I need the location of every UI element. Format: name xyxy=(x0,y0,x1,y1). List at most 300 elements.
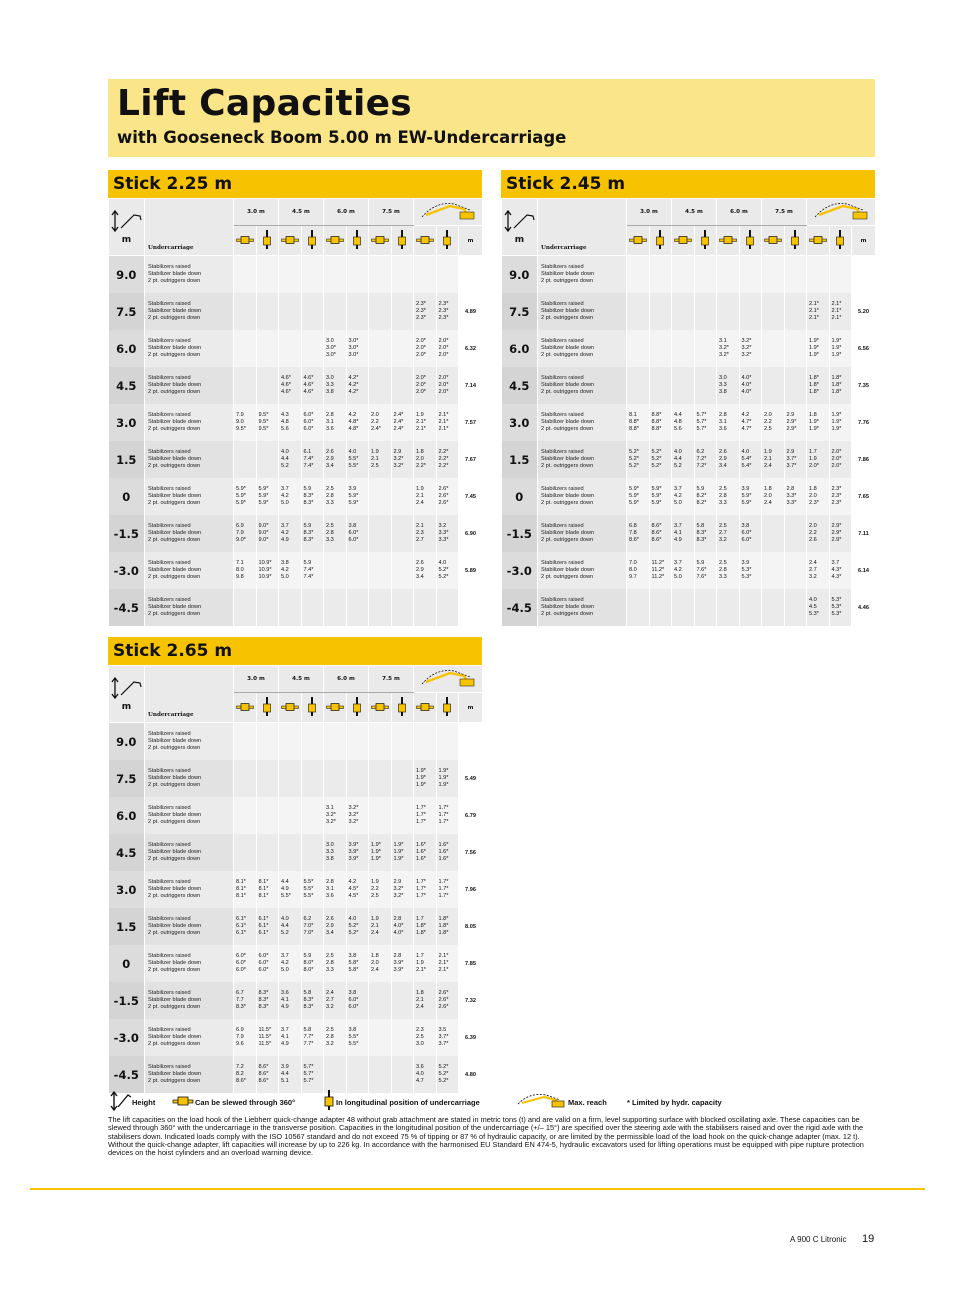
capacity-cell xyxy=(301,478,324,515)
capacity-value: 2.7 xyxy=(416,537,424,543)
capacity-cell xyxy=(762,330,785,367)
capacity-value: 2.8 xyxy=(786,486,795,492)
row-description: Stabilizers raised Stabilizer blade down 2 pt. outriggers down xyxy=(145,478,234,515)
table-row xyxy=(109,478,483,515)
row-description: Stabilizers raised Stabilizer blade down 2 pt. outriggers down xyxy=(145,552,234,589)
capacity-value: 9.0 xyxy=(236,419,244,425)
capacity-cell xyxy=(717,404,740,441)
radius-header: 4.5 m xyxy=(279,199,324,226)
capacity-value: 3.8 xyxy=(348,523,357,529)
capacity-value: 2.4* xyxy=(393,419,404,425)
capacity-value: 2.0* xyxy=(416,352,426,358)
capacity-cell xyxy=(672,293,695,330)
row-description: Stabilizers raised Stabilizer blade down 2 pt. outriggers down xyxy=(538,478,627,515)
legend-slew: Can be slewed through 360° xyxy=(195,1098,296,1107)
capacity-value: 8.1 xyxy=(629,412,637,418)
stick-table-2-45 xyxy=(501,170,875,626)
capacity-value: 5.2* xyxy=(651,449,662,455)
longitudinal-icon xyxy=(308,697,316,717)
capacity-value: 3.0 xyxy=(326,338,334,344)
capacity-value: 6.0* xyxy=(236,960,246,966)
slew-360-icon xyxy=(371,235,389,245)
capacity-cell xyxy=(649,293,672,330)
capacity-cell xyxy=(234,945,257,982)
capacity-value: 3.4 xyxy=(326,930,334,936)
capacity-value: 1.9* xyxy=(831,338,842,344)
table-row xyxy=(109,552,483,589)
row-description: Stabilizers raised Stabilizer blade down 2 pt. outriggers down xyxy=(538,589,627,626)
capacity-cell xyxy=(829,404,852,441)
max-reach-value: 6.79 xyxy=(459,797,483,834)
capacity-value: 3.1 xyxy=(719,419,727,425)
capacity-value: 2.0* xyxy=(438,345,449,351)
page-number: 19 xyxy=(862,1233,875,1245)
legend-longitudinal: In longitudinal position of undercarriage xyxy=(336,1098,480,1107)
capacity-cell xyxy=(414,441,437,478)
capacity-value: 1.9* xyxy=(371,849,381,855)
max-reach-icon xyxy=(813,199,869,223)
capacity-cell xyxy=(234,1019,257,1056)
table-row xyxy=(502,552,876,589)
capacity-cell xyxy=(807,589,830,626)
capacity-value: 3.6 xyxy=(416,1064,424,1070)
capacity-value: 2.0 xyxy=(371,412,379,418)
capacity-cell xyxy=(391,723,414,761)
capacity-cell xyxy=(627,330,650,367)
capacity-value: 3.9* xyxy=(348,856,359,862)
capacity-cell xyxy=(414,330,437,367)
capacity-value: 2.3* xyxy=(831,493,842,499)
row-height: 0 xyxy=(109,478,145,515)
capacity-cell xyxy=(627,404,650,441)
capacity-value: 4.0 xyxy=(809,597,817,603)
capacity-cell xyxy=(807,404,830,441)
capacity-value: 2.9 xyxy=(786,449,795,455)
capacity-value: 4.8* xyxy=(348,426,359,432)
capacity-cell xyxy=(807,367,830,404)
capacity-cell xyxy=(346,908,369,945)
capacity-cell xyxy=(694,367,717,404)
capacity-table xyxy=(501,198,876,626)
capacity-cell xyxy=(279,797,302,834)
capacity-cell xyxy=(346,723,369,761)
capacity-value: 9.0* xyxy=(236,537,246,543)
capacity-value: 1.7* xyxy=(438,819,449,825)
capacity-value: 8.8* xyxy=(651,412,662,418)
capacity-cell xyxy=(807,293,830,330)
table-row xyxy=(109,1019,483,1056)
capacity-value: 8.3* xyxy=(303,530,314,536)
capacity-value: 8.6* xyxy=(258,1064,269,1070)
capacity-value: 4.6* xyxy=(303,382,314,388)
capacity-value: 5.4* xyxy=(741,463,752,469)
max-reach-value xyxy=(459,589,483,626)
capacity-value: 1.8* xyxy=(416,930,426,936)
capacity-value: 5.3* xyxy=(741,567,752,573)
capacity-value: 5.2* xyxy=(651,456,662,462)
capacity-value: 9.7 xyxy=(629,574,637,580)
capacity-value: 1.9* xyxy=(393,849,404,855)
capacity-value: 2.0* xyxy=(416,338,426,344)
page-title: Lift Capacities xyxy=(117,83,413,124)
capacity-cell xyxy=(324,834,347,871)
capacity-value: 6.2 xyxy=(696,449,705,455)
capacity-value: 6.1* xyxy=(258,916,269,922)
capacity-cell xyxy=(672,515,695,552)
capacity-value: 3.3 xyxy=(719,500,727,506)
capacity-cell xyxy=(391,552,414,589)
capacity-cell xyxy=(301,589,324,626)
capacity-value: 2.0* xyxy=(438,389,449,395)
capacity-cell xyxy=(324,723,347,761)
capacity-cell xyxy=(324,256,347,294)
capacity-cell xyxy=(256,834,279,871)
capacity-cell xyxy=(369,404,392,441)
capacity-value: 3.2* xyxy=(719,352,729,358)
capacity-cell xyxy=(807,552,830,589)
capacity-value: 3.9* xyxy=(348,849,359,855)
max-reach-value: 6.90 xyxy=(459,515,483,552)
capacity-value: 1.9* xyxy=(809,338,819,344)
capacity-cell xyxy=(346,404,369,441)
capacity-value: 4.0* xyxy=(741,375,752,381)
capacity-value: 6.0* xyxy=(741,537,752,543)
capacity-cell xyxy=(369,589,392,626)
capacity-value: 5.9* xyxy=(236,500,246,506)
capacity-value: 3.6 xyxy=(326,893,334,899)
capacity-cell xyxy=(279,1056,302,1093)
capacity-value: 1.9 xyxy=(809,456,817,462)
capacity-value: 3.4 xyxy=(326,463,334,469)
longitudinal-icon xyxy=(263,230,271,250)
capacity-value: 2.9* xyxy=(831,530,842,536)
capacity-value: 2.0 xyxy=(764,493,772,499)
capacity-value: 4.4 xyxy=(281,879,289,885)
capacity-value: 2.5 xyxy=(416,1034,424,1040)
capacity-cell xyxy=(739,404,762,441)
capacity-value: 7.7 xyxy=(236,997,244,1003)
capacity-cell xyxy=(414,1019,437,1056)
row-description: Stabilizers raised Stabilizer blade down 2 pt. outriggers down xyxy=(145,515,234,552)
capacity-value: 6.0* xyxy=(258,953,269,959)
capacity-value: 9.5* xyxy=(236,426,246,432)
capacity-cell xyxy=(256,1019,279,1056)
capacity-cell xyxy=(279,760,302,797)
capacity-cell xyxy=(391,1056,414,1093)
capacity-value: 4.7 xyxy=(416,1078,424,1084)
capacity-value: 2.0 xyxy=(371,960,379,966)
capacity-cell xyxy=(627,552,650,589)
capacity-value: 1.9* xyxy=(393,842,404,848)
capacity-value: 8.3* xyxy=(236,1004,246,1010)
capacity-value: 4.6* xyxy=(303,375,314,381)
capacity-value: 1.9 xyxy=(371,879,379,885)
capacity-value: 5.5* xyxy=(281,893,291,899)
capacity-value: 2.5 xyxy=(719,486,727,492)
capacity-cell xyxy=(391,871,414,908)
max-reach-value: 5.20 xyxy=(852,293,876,330)
capacity-cell xyxy=(346,760,369,797)
max-reach-value: 7.57 xyxy=(459,404,483,441)
capacity-value: 2.5 xyxy=(326,1027,334,1033)
capacity-value: 2.9 xyxy=(326,456,334,462)
capacity-cell xyxy=(369,515,392,552)
table-row xyxy=(502,256,876,294)
capacity-value: 4.0* xyxy=(741,382,752,388)
capacity-value: 7.0 xyxy=(629,560,637,566)
row-description: Stabilizers raised Stabilizer blade down 2 pt. outriggers down xyxy=(145,441,234,478)
capacity-value: 5.2* xyxy=(629,449,639,455)
capacity-value: 4.8 xyxy=(674,419,682,425)
slew-360-icon xyxy=(172,1095,194,1107)
capacity-value: 4.9 xyxy=(281,1004,289,1010)
max-reach-icon xyxy=(516,1091,566,1109)
capacity-cell xyxy=(649,589,672,626)
capacity-value: 3.7 xyxy=(674,523,682,529)
undercarriage-header: Undercarriage xyxy=(145,666,234,723)
row-description: Stabilizers raised Stabilizer blade down 2 pt. outriggers down xyxy=(145,723,234,761)
capacity-cell xyxy=(717,293,740,330)
capacity-value: 6.0* xyxy=(258,967,269,973)
capacity-cell xyxy=(256,293,279,330)
capacity-value: 1.9 xyxy=(764,449,772,455)
capacity-value: 2.6 xyxy=(326,916,334,922)
capacity-value: 1.7* xyxy=(416,893,426,899)
capacity-value: 3.7 xyxy=(281,486,289,492)
capacity-value: 3.8 xyxy=(719,389,727,395)
capacity-cell xyxy=(346,1019,369,1056)
capacity-cell xyxy=(279,256,302,294)
capacity-value: 11.5* xyxy=(258,1027,272,1033)
capacity-cell xyxy=(391,441,414,478)
capacity-value: 4.3* xyxy=(831,567,842,573)
row-description: Stabilizers raised Stabilizer blade down 2 pt. outriggers down xyxy=(145,760,234,797)
stick-title: Stick 2.25 m xyxy=(108,170,482,198)
capacity-cell xyxy=(279,982,302,1019)
capacity-cell xyxy=(649,552,672,589)
capacity-value: 5.2* xyxy=(348,923,359,929)
capacity-cell xyxy=(762,256,785,294)
capacity-cell xyxy=(346,871,369,908)
capacity-value: 4.6* xyxy=(303,389,314,395)
capacity-value: 2.1* xyxy=(809,308,819,314)
capacity-value: 2.8 xyxy=(393,953,402,959)
capacity-value: 5.8* xyxy=(348,967,359,973)
capacity-value: 3.4 xyxy=(719,463,727,469)
capacity-value: 4.0 xyxy=(674,449,682,455)
capacity-value: 1.9 xyxy=(416,412,424,418)
capacity-value: 8.0 xyxy=(236,567,244,573)
capacity-cell xyxy=(627,367,650,404)
capacity-cell xyxy=(784,478,807,515)
capacity-value: 9.0* xyxy=(258,537,269,543)
capacity-cell xyxy=(256,908,279,945)
capacity-cell xyxy=(436,441,459,478)
capacity-cell xyxy=(324,1019,347,1056)
capacity-value: 1.9* xyxy=(831,419,842,425)
capacity-value: 4.4 xyxy=(674,412,682,418)
capacity-value: 4.4 xyxy=(674,456,682,462)
max-reach-value: 6.56 xyxy=(852,330,876,367)
capacity-value: 4.0 xyxy=(741,449,750,455)
capacity-cell xyxy=(279,478,302,515)
capacity-value: 2.8 xyxy=(326,412,334,418)
capacity-value: 1.8 xyxy=(764,486,772,492)
capacity-value: 8.1* xyxy=(236,886,246,892)
capacity-cell xyxy=(694,293,717,330)
capacity-value: 1.6* xyxy=(438,849,449,855)
capacity-cell xyxy=(414,945,437,982)
table-row xyxy=(109,1056,483,1093)
capacity-cell xyxy=(436,330,459,367)
capacity-value: 8.8* xyxy=(629,419,639,425)
capacity-cell xyxy=(279,404,302,441)
capacity-value: 6.0* xyxy=(348,997,359,1003)
capacity-value: 3.2 xyxy=(809,574,817,580)
capacity-value: 3.7* xyxy=(438,1034,449,1040)
capacity-value: 2.0* xyxy=(416,375,426,381)
capacity-cell xyxy=(739,293,762,330)
capacity-value: 5.5* xyxy=(348,1034,359,1040)
capacity-value: 3.2* xyxy=(393,463,404,469)
capacity-value: 8.8* xyxy=(651,426,662,432)
capacity-cell xyxy=(414,871,437,908)
capacity-value: 2.0* xyxy=(416,345,426,351)
capacity-cell xyxy=(324,797,347,834)
capacity-cell xyxy=(784,589,807,626)
capacity-value: 2.6 xyxy=(809,537,817,543)
table-row xyxy=(502,589,876,626)
capacity-value: 2.8 xyxy=(719,567,727,573)
capacity-cell xyxy=(739,330,762,367)
capacity-value: 3.3 xyxy=(326,967,334,973)
capacity-cell xyxy=(807,478,830,515)
capacity-value: 4.1 xyxy=(281,997,289,1003)
row-height: 9.0 xyxy=(502,256,538,294)
table-row xyxy=(109,367,483,404)
slew-360-icon xyxy=(281,702,299,712)
capacity-value: 5.0 xyxy=(281,500,289,506)
capacity-cell xyxy=(234,404,257,441)
capacity-value: 3.3* xyxy=(786,493,797,499)
reach-unit: m xyxy=(459,226,483,256)
capacity-value: 2.8 xyxy=(719,412,727,418)
row-height: 7.5 xyxy=(109,760,145,797)
capacity-cell xyxy=(694,330,717,367)
capacity-cell xyxy=(234,256,257,294)
capacity-value: 3.8 xyxy=(348,1027,357,1033)
capacity-cell xyxy=(436,760,459,797)
longitudinal-icon xyxy=(353,230,361,250)
capacity-value: 2.6* xyxy=(438,500,449,506)
capacity-value: 5.9 xyxy=(303,953,312,959)
capacity-value: 8.1* xyxy=(236,879,246,885)
capacity-cell xyxy=(324,330,347,367)
capacity-value: 7.6* xyxy=(696,567,707,573)
capacity-value: 7.2* xyxy=(696,456,707,462)
capacity-value: 2.5 xyxy=(719,560,727,566)
capacity-value: 2.6* xyxy=(438,1004,449,1010)
capacity-cell xyxy=(391,945,414,982)
capacity-value: 4.8 xyxy=(281,419,289,425)
capacity-value: 8.6* xyxy=(651,530,662,536)
capacity-cell xyxy=(256,1056,279,1093)
capacity-value: 6.7 xyxy=(236,990,244,996)
row-height: 0 xyxy=(502,478,538,515)
capacity-value: 2.4 xyxy=(764,463,772,469)
row-height: -1.5 xyxy=(109,982,145,1019)
capacity-cell xyxy=(324,1056,347,1093)
capacity-cell xyxy=(369,1019,392,1056)
capacity-cell xyxy=(436,589,459,626)
capacity-cell xyxy=(301,515,324,552)
table-row xyxy=(109,293,483,330)
reach-unit: m xyxy=(459,693,483,723)
capacity-value: 5.9* xyxy=(258,486,269,492)
max-reach-value: 4.80 xyxy=(459,1056,483,1093)
footnote: The lift capacities on the load hook of the Liebherr quick-change adapter 48 without grab attachment are stated in metric tons (t) and are valid on a firm, level supporting surface with blocked oscillating axle. These capacities can be slewed through 360° with the undercarriage in the transverse position. Capacities in the longitudinal position of the undercarriage (+/– 15°) are specified over the steering axle with the stabilisers raised and over the rigid axle with the stabilisers down. Indicated loads comply with the ISO 10567 standard and do not exceed 75 % of tipping or 87 % of hydraulic capacity, or are limited by the permissible load of the load hook on the quick-change adapter (max. 12 t). Without the quick-change adapter, lift capacities will increase by up to 226 kg. In accordance with the harmonised EU Standard EN 474-5, hydraulic excavators used for lifting operations must be equipped with pipe rupture protection devices on the hoist cylinders and an overload warning device. xyxy=(108,1115,864,1158)
capacity-value: 2.6 xyxy=(416,560,424,566)
capacity-value: 2.6 xyxy=(719,449,727,455)
capacity-value: 2.7 xyxy=(719,530,727,536)
capacity-value: 5.8 xyxy=(303,1027,312,1033)
capacity-cell xyxy=(346,589,369,626)
capacity-value: 2.6* xyxy=(438,486,449,492)
slew-360-icon xyxy=(629,235,647,245)
capacity-cell xyxy=(301,1056,324,1093)
capacity-value: 4.0* xyxy=(393,930,404,936)
capacity-value: 8.3* xyxy=(303,537,314,543)
capacity-cell xyxy=(279,293,302,330)
capacity-value: 5.8 xyxy=(303,990,312,996)
slew-360-icon xyxy=(416,702,434,712)
row-height: 6.0 xyxy=(109,797,145,834)
capacity-value: 8.1* xyxy=(258,886,269,892)
capacity-table xyxy=(108,665,483,1093)
capacity-cell xyxy=(627,478,650,515)
capacity-value: 6.9 xyxy=(236,1027,244,1033)
capacity-cell xyxy=(301,723,324,761)
capacity-value: 1.8* xyxy=(416,923,426,929)
capacity-value: 5.7* xyxy=(303,1064,314,1070)
row-height: 0 xyxy=(109,945,145,982)
capacity-value: 3.8 xyxy=(326,389,334,395)
capacity-cell xyxy=(829,330,852,367)
capacity-value: 2.4 xyxy=(764,500,772,506)
capacity-cell xyxy=(649,330,672,367)
capacity-value: 1.7* xyxy=(438,879,449,885)
capacity-cell xyxy=(256,871,279,908)
capacity-value: 11.5* xyxy=(258,1034,272,1040)
capacity-value: 9.5* xyxy=(258,426,269,432)
capacity-value: 3.6 xyxy=(326,426,334,432)
table-row xyxy=(109,760,483,797)
capacity-cell xyxy=(256,723,279,761)
table-row xyxy=(502,441,876,478)
max-reach-value: 5.49 xyxy=(459,760,483,797)
capacity-value: 11.2* xyxy=(651,560,665,566)
capacity-value: 2.4 xyxy=(371,967,379,973)
footer-rule xyxy=(30,1188,925,1190)
capacity-cell xyxy=(807,330,830,367)
capacity-cell xyxy=(256,552,279,589)
capacity-value: 3.6 xyxy=(719,426,727,432)
capacity-value: 1.8* xyxy=(438,916,449,922)
capacity-value: 4.9 xyxy=(281,886,289,892)
capacity-value: 1.8* xyxy=(809,375,819,381)
capacity-value: 1.6* xyxy=(416,842,426,848)
row-height: -4.5 xyxy=(109,1056,145,1093)
